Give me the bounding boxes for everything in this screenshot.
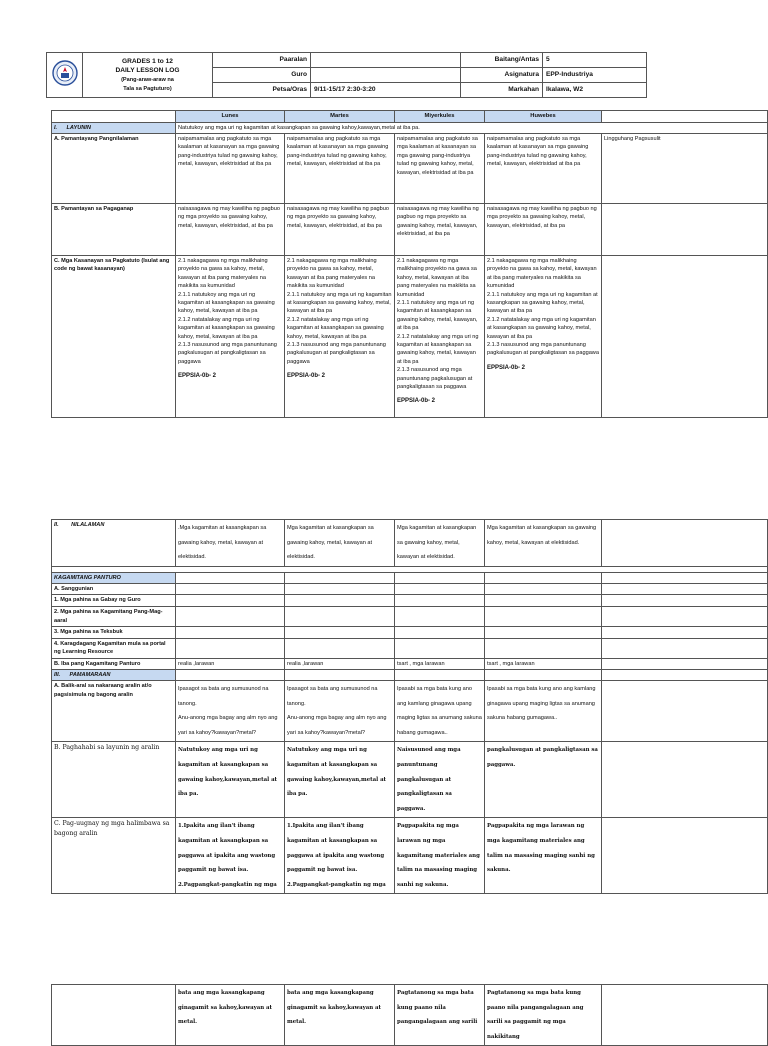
gabay-c5 <box>602 595 768 607</box>
gabay-c2 <box>285 595 395 607</box>
teks-c3 <box>395 627 485 638</box>
balik-aral-label: A. Balik-aral sa nakaraang aralin at/o pagsisimula ng bagong aralin <box>52 681 176 742</box>
iba-pang-kagamitan-row <box>52 658 768 669</box>
row-b-label: B. Pamantayan sa Pagaganap <box>52 204 176 256</box>
lesson-table-page1 <box>51 110 768 418</box>
nilalaman-row <box>52 520 768 567</box>
layunin-text: Natutukoy ang mga uri ng kagamitan at kasangkapan sa gawaing kahoy,kawayan,metal at iba pa. <box>176 122 768 133</box>
layunin-row <box>52 122 768 133</box>
header-table <box>46 52 647 98</box>
lr-c5 <box>602 638 768 658</box>
asignatura-label: Asignatura <box>461 67 543 82</box>
paaralan-label: Paaralan <box>213 53 311 68</box>
pma-c3 <box>395 607 485 627</box>
iba-lunes: realia ,larawan <box>176 658 285 669</box>
page3-miyerkules: Pagtatanong sa mga bata kung paano nila pangangalagaan ang sarili <box>395 985 485 1046</box>
learning-resource-row <box>52 638 768 658</box>
markahan-value[interactable]: Ikalawa, W2 <box>543 82 647 97</box>
page3-lunes: bata ang mga kasangkapang ginagamit sa kahoy,kawayan at metal. <box>176 985 285 1046</box>
layunin-num: I. <box>54 124 58 131</box>
pam-c4 <box>485 669 602 680</box>
day-header-row <box>52 111 768 123</box>
page3-row <box>52 985 768 1046</box>
petsa-value[interactable]: 9/11-15/17 2:30-3:20 <box>311 82 461 97</box>
lr-c3 <box>395 638 485 658</box>
paghahabi-martes: Natutukoy ang mga uri ng kagamitan at kasangkapan sa gawaing kahoy,kawayan,metal at iba pa. <box>285 742 395 818</box>
balik-aral-huwebes: Ipasabi sa mga bata kung ano ang kamlang ginagawa upang maging ligtas sa anumang sakuna habang gumagawa.. <box>485 681 602 742</box>
sanggunian-row <box>52 583 768 594</box>
pam-c3 <box>395 669 485 680</box>
row-c-huwebes <box>485 256 602 418</box>
petsa-label: Petsa/Oras <box>213 82 311 97</box>
nilalaman-num: II. <box>54 522 59 528</box>
pag-uugnay-huwebes: Pagpapakita ng mga larawan ng mga kagamitang materiales ang talim na masasing maging sanhi ng sakuna. <box>485 818 602 894</box>
balik-aral-biyernes <box>602 681 768 742</box>
gabay-c1 <box>176 595 285 607</box>
pam-c1 <box>176 669 285 680</box>
teks-c1 <box>176 627 285 638</box>
nilalaman-label <box>52 520 176 567</box>
title-line3: (Pang-araw-araw na <box>121 77 174 84</box>
form-title <box>83 53 213 98</box>
row-a-label: A. Pamantayang Pangnilalaman <box>52 134 176 204</box>
pamantayang-pangnilalaman-row <box>52 134 768 204</box>
row-b-huwebes: naisasagawa ng may kawiliha ng pagbuo ng mga proyekto sa gawaing kahoy, metal, kawayan, elektrisidad, at iba pa <box>485 204 602 256</box>
kagamitan-huwebes <box>485 572 602 583</box>
pag-uugnay-lunes: 1.Ipakita ang ilan't ibang kagamitan at kasangkapan sa paggawa at ipakita ang wastong paggamit ng bawat isa. 2.Pagpangkat-pangkatin ng mga <box>176 818 285 894</box>
sanggunian-c5 <box>602 583 768 594</box>
kagamitan-label: KAGAMITANG PANTURO <box>52 572 176 583</box>
title-line1: GRADES 1 to 12 <box>122 57 173 65</box>
row-a-martes: naipamamalas ang pagkatuto sa mga kaalaman at kasanayan sa mga gawaing pang-industriya tulad ng gawaing kahoy, metal, kawayan, elektrisidad at iba pa <box>285 134 395 204</box>
iba-pang-kagamitan-label: B. Iba pang Kagamitang Panturo <box>52 658 176 669</box>
kagamitan-martes <box>285 572 395 583</box>
balik-aral-row <box>52 681 768 742</box>
pamamaraan-title: PAMAMARAAN <box>69 671 111 678</box>
lr-c1 <box>176 638 285 658</box>
pam-c5 <box>602 669 768 680</box>
paghahabi-label: B. Paghahabi sa layunin ng aralin <box>52 742 176 818</box>
pam-c2 <box>285 669 395 680</box>
page3-label <box>52 985 176 1046</box>
pma-c4 <box>485 607 602 627</box>
day-biyernes <box>602 111 768 123</box>
page3-huwebes: Pagtatanong sa mga bata kung paano nila pangangalagaan ang sarili sa paggamit ng mga nakikitang <box>485 985 602 1046</box>
deped-seal <box>47 53 83 98</box>
iba-huwebes: tsart , mga larawan <box>485 658 602 669</box>
nilalaman-biyernes <box>602 520 768 567</box>
paghahabi-biyernes <box>602 742 768 818</box>
markahan-label: Markahan <box>461 82 543 97</box>
paaralan-value[interactable] <box>311 53 461 68</box>
balik-aral-martes: Ipasagot sa bata ang sumusunod na tanong. Anu-anong mga bagay ang alm nyo ang yari sa kahoy?kawayan?metal? <box>285 681 395 742</box>
kasanayan-row <box>52 256 768 418</box>
layunin-title: LAYUNIN <box>66 124 91 131</box>
pag-uugnay-biyernes <box>602 818 768 894</box>
row-c-martes <box>285 256 395 418</box>
kagamitan-row <box>52 572 768 583</box>
baitang-value[interactable]: 5 <box>543 53 647 68</box>
row-c-miyerkules-text: 2.1 nakagagawa ng mga malikhaing proyekto na gawa sa kahoy, metal, kawayan at iba pang materyales na makikita sa kumunidad 2.1.1 natutukoy ang mga uri ng kagamitan at kasangkapan sa gawaing kahoy, metal, kawayan, at iba pa 2.1.2 natatalakay ang mga uri ng kagamitan at kasangkapan sa gawaing kahoy, metal, kawayan at iba pa 2.1.3 nasusunod ang mga panuntunang pagkalusugan at pangkaligtasan sa paggawa <box>397 258 479 390</box>
row-c-biyernes <box>602 256 768 418</box>
teks-c2 <box>285 627 395 638</box>
balik-aral-lunes: Ipasagot sa bata ang sumusunod na tanong. Anu-anong mga bagay ang alm nyo ang yari sa kahoy?kawayan?metal? <box>176 681 285 742</box>
sanggunian-c2 <box>285 583 395 594</box>
row-c-miyerkules <box>395 256 485 418</box>
gabay-guro-row <box>52 595 768 607</box>
pag-uugnay-label: C. Pag-uugnay ng mga halimbawa sa bagong aralin <box>52 818 176 894</box>
day-lunes: Lunes <box>176 111 285 123</box>
deped-seal-icon <box>52 60 78 86</box>
pamamaraan-label <box>52 669 176 680</box>
learning-resource-label: 4. Karagdagang Kagamitan mula sa portal ng Learning Resource <box>52 638 176 658</box>
row-b-biyernes <box>602 204 768 256</box>
pamamaraan-num: III. <box>54 671 61 678</box>
gabay-guro-label: 1. Mga pahina sa Gabay ng Guro <box>52 595 176 607</box>
page3-martes: bata ang mga kasangkapang ginagamit sa kahoy,kawayan at metal. <box>285 985 395 1046</box>
iba-miyerkules: tsart , mga larawan <box>395 658 485 669</box>
row-c-huwebes-code: EPPSIA-0b- 2 <box>487 364 526 371</box>
pma-c2 <box>285 607 395 627</box>
nilalaman-huwebes: Mga kagamitan at kasangkapan sa gawaing kahoy, metal, kawayan at elektisidad. <box>485 520 602 567</box>
paghahabi-huwebes: pangkalusugan at pangkaligtasan sa paggawa. <box>485 742 602 818</box>
teks-c4 <box>485 627 602 638</box>
gabay-c3 <box>395 595 485 607</box>
sanggunian-c4 <box>485 583 602 594</box>
nilalaman-lunes: .Mga kagamitan at kasangkapan sa gawaing kahoy, metal, kawayan at elektisidad. <box>176 520 285 567</box>
row-c-lunes <box>176 256 285 418</box>
row-a-miyerkules: naipamamalas ang pagkatuto sa mga kaalaman at kasanayan sa mga gawaing pang-industriya tulad ng gawaing kahoy, metal, kawayan, elektrisidad at iba pa <box>395 134 485 204</box>
lr-c4 <box>485 638 602 658</box>
sanggunian-c3 <box>395 583 485 594</box>
paghahabi-miyerkules: Naisusunod ang mga panuntunang pangkalusugan at pangkaligtasan sa paggawa. <box>395 742 485 818</box>
kagamitan-miyerkules <box>395 572 485 583</box>
pma-c5 <box>602 607 768 627</box>
row-b-martes: naisasagawa ng may kawiliha ng pagbuo ng mga proyekto sa gawaing kahoy, metal, kawayan, elektrisidad, at iba pa <box>285 204 395 256</box>
lesson-table-page3 <box>51 984 768 1046</box>
kagamitan-biyernes <box>602 572 768 583</box>
row-c-lunes-code: EPPSIA-0b- 2 <box>178 373 217 380</box>
title-line2: DAILY LESSON LOG <box>115 67 180 75</box>
gabay-c4 <box>485 595 602 607</box>
title-line4: Tala sa Pagtuturo) <box>123 85 172 92</box>
balik-aral-miyerkules: Ipasabi sa mga bata kung ano ang kamlang ginagawa upang maging ligtas sa anumang sakuna habang gumagawa.. <box>395 681 485 742</box>
pamantayan-pagganap-row <box>52 204 768 256</box>
kagamitang-pang-mag-aaral-label: 2. Mga pahina sa Kagamitang Pang-Mag-aaral <box>52 607 176 627</box>
row-c-martes-code: EPPSIA-0b- 2 <box>287 373 326 380</box>
nilalaman-martes: Mga kagamitan at kasangkapan sa gawaing kahoy, metal, kawayan at elektisidad. <box>285 520 395 567</box>
row-a-biyernes: Lingguhang Pagsusulit <box>602 134 768 204</box>
row-b-miyerkules: naisasagawa ng may kawiliha ng pagbuo ng mga proyekto sa gawaing kahoy, metal, kawayan, elektrisidad, at iba pa <box>395 204 485 256</box>
day-header-blank <box>52 111 176 123</box>
kagamitan-lunes <box>176 572 285 583</box>
day-martes: Martes <box>285 111 395 123</box>
paghahabi-lunes: Natutukoy ang mga uri ng kagamitan at kasangkapan sa gawaing kahoy,kawayan,metal at iba pa. <box>176 742 285 818</box>
kagamitang-pang-mag-aaral-row <box>52 607 768 627</box>
nilalaman-title: NILALAMAN <box>71 522 105 528</box>
page3-biyernes <box>602 985 768 1046</box>
guro-label: Guro <box>213 67 311 82</box>
pamamaraan-row <box>52 669 768 680</box>
pag-uugnay-miyerkules: Pagpapakita ng mga larawan ng mga kagamitang materiales ang talim na masasing maging sanhi ng sakuna. <box>395 818 485 894</box>
pag-uugnay-martes: 1.Ipakita ang ilan't ibang kagamitan at kasangkapan sa paggawa at ipakita ang wastong paggamit ng bawat isa. 2.Pagpangkat-pangkatin ng mga <box>285 818 395 894</box>
teksbuk-label: 3. Mga pahina sa Teksbuk <box>52 627 176 638</box>
layunin-label <box>52 122 176 133</box>
asignatura-value[interactable]: EPP-Industriya <box>543 67 647 82</box>
iba-martes: realia ,larawan <box>285 658 395 669</box>
day-huwebes: Huwebes <box>485 111 602 123</box>
baitang-label: Baitang/Antas <box>461 53 543 68</box>
pma-c1 <box>176 607 285 627</box>
lesson-table-page2 <box>51 519 768 894</box>
row-b-lunes: naisasagawa ng may kawiliha ng pagbuo ng mga proyekto sa gawaing kahoy, metal, kawayan, elektrisidad, at iba pa <box>176 204 285 256</box>
row-c-lunes-text: 2.1 nakagagawa ng mga malikhaing proyekto na gawa sa kahoy, metal, kawayan at iba pang materyales na makikita sa kumunidad 2.1.1 natutukoy ang mga uri ng kagamitan at kasangkapan sa gawaing kahoy, metal, kawayan at iba pa 2.1.2 natatalakay ang mga uri ng kagamitan at kasangkapan sa gawaing kahoy, metal, kawayan at iba pa 2.1.3 nasusunod ang mga panuntunang pagkalusugan at pangkaligtasan sa paggawa <box>178 258 277 365</box>
nilalaman-miyerkules: Mga kagamitan at kasangkapan sa gawaing kahoy, metal, kawayan at elektisidad. <box>395 520 485 567</box>
iba-biyernes <box>602 658 768 669</box>
lr-c2 <box>285 638 395 658</box>
row-c-label: C. Mga Kasanayan sa Pagkatuto (Isulat ang code ng bawat kasanayan) <box>52 256 176 418</box>
teksbuk-row <box>52 627 768 638</box>
row-a-lunes: naipamamalas ang pagkatuto sa mga kaalaman at kasanayan sa mga gawaing pang-industriya tulad ng gawaing kahoy, metal, kawayan, elektrisidad at iba pa <box>176 134 285 204</box>
sanggunian-c1 <box>176 583 285 594</box>
pag-uugnay-row <box>52 818 768 894</box>
guro-value[interactable] <box>311 67 461 82</box>
row-c-huwebes-text: 2.1 nakagagawa ng mga malikhaing proyekto na gawa sa kahoy, metal, kawayan at iba pang materyales na makikita sa kumunidad 2.1.1 natutukoy ang mga uri ng kagamitan at kasangkapan sa gawaing kahoy, metal, kawayan at iba pa 2.1.2 natatalakay ang mga uri ng kagamitan at kasangkapan sa gawaing kahoy, metal, kawayan at iba pa 2.1.3 nasusunod ang mga panuntunang pagkalusugan at pangkaligtasan sa paggawa <box>487 258 599 357</box>
row-a-huwebes: naipamamalas ang pagkatuto sa mga kaalaman at kasanayan sa mga gawaing pang-industriya tulad ng gawaing kahoy, metal, kawayan, elektrisidad at iba pa <box>485 134 602 204</box>
teks-c5 <box>602 627 768 638</box>
day-miyerkules: Miyerkules <box>395 111 485 123</box>
paghahabi-row <box>52 742 768 818</box>
row-c-miyerkules-code: EPPSIA-0b- 2 <box>397 398 436 405</box>
row-c-martes-text: 2.1 nakagagawa ng mga malikhaing proyekto na gawa sa kahoy, metal, kawayan at iba pang materyales na makikita sa kumunidad 2.1.1 natutukoy ang mga uri ng kagamitan at kasangkapan sa gawaing kahoy, metal, kawayan at iba pa 2.1.2 natatalakay ang mga uri ng kagamitan at kasangkapan sa gawaing kahoy, metal, kawayan at iba pa 2.1.3 nasusunod ang mga panuntunang pagkalusugan at pangkaligtasan sa paggawa <box>287 258 392 365</box>
sanggunian-label: A. Sanggunian <box>52 583 176 594</box>
